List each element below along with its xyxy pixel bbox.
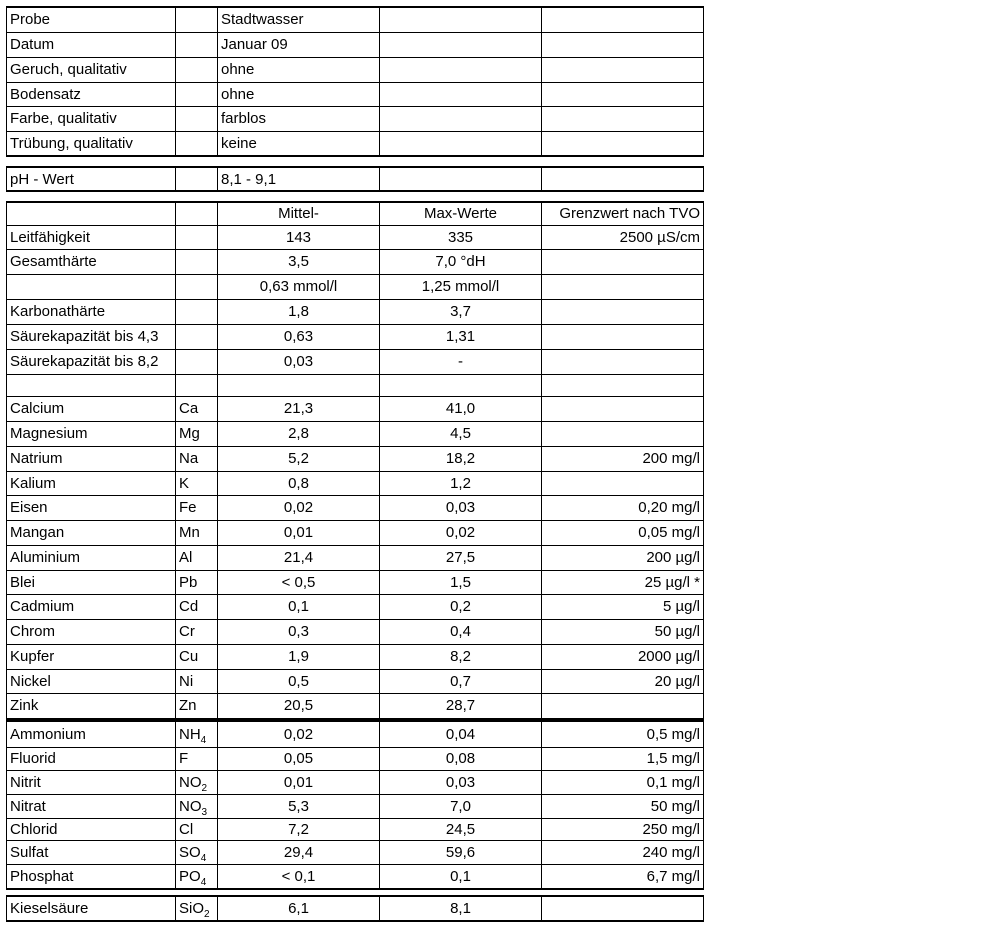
table-cell: 0,05 (218, 747, 380, 770)
table-cell (542, 167, 704, 191)
table-cell: 200 mg/l (542, 446, 704, 471)
table-cell: Trübung, qualitativ (7, 131, 176, 156)
table-row (7, 794, 704, 818)
table-cell: Chrom (7, 619, 176, 644)
table-cell (542, 324, 704, 349)
table-cell: K (176, 471, 218, 495)
table-cell (7, 274, 176, 299)
table-cell: 2,8 (218, 421, 380, 446)
table-cell: Cu (176, 644, 218, 669)
formula: PO (179, 867, 201, 885)
table-cell: Säurekapazität bis 8,2 (7, 349, 176, 374)
table-row (7, 202, 704, 225)
table-row (7, 374, 704, 396)
table-cell: $SO_4$ (176, 840, 218, 864)
table-cell: 8,1 (380, 896, 542, 921)
table-row (7, 299, 704, 324)
table-cell: Blei (7, 570, 176, 594)
table-cell: 0,8 (218, 471, 380, 495)
table-cell (380, 7, 542, 32)
table-row (7, 594, 704, 619)
table-cell: Probe (7, 7, 176, 32)
table-cell: 0,5 (218, 669, 380, 693)
table-cell: 1,9 (218, 644, 380, 669)
table-cell (176, 167, 218, 191)
table-cell (542, 471, 704, 495)
table-cell: 6,1 (218, 896, 380, 921)
table-cell: 28,7 (380, 693, 542, 719)
table-cell: 0,63 (218, 324, 380, 349)
table-cell: Ni (176, 669, 218, 693)
table-cell: 143 (218, 225, 380, 249)
table-cell: 0,03 (218, 349, 380, 374)
table-cell: $NH_4$ (176, 721, 218, 747)
table-cell: 0,02 (218, 495, 380, 520)
table-cell (7, 202, 176, 225)
table-cell: 5,2 (218, 446, 380, 471)
table-section (6, 6, 704, 157)
table-cell: F (176, 747, 218, 770)
table-cell (7, 374, 176, 396)
table-row (7, 225, 704, 249)
table-row (7, 864, 704, 889)
table-cell (542, 896, 704, 921)
table-cell: 1,5 (380, 570, 542, 594)
table-cell: Cd (176, 594, 218, 619)
table-cell: Sulfat (7, 840, 176, 864)
table-cell (176, 106, 218, 131)
table-cell (542, 57, 704, 82)
table-cell (380, 82, 542, 106)
table-cell: 8,1 - 9,1 (218, 167, 380, 191)
table-row (7, 32, 704, 57)
table-cell: Mittel- (218, 202, 380, 225)
table-cell: 21,3 (218, 396, 380, 421)
table-cell: Farbe, qualitativ (7, 106, 176, 131)
formula: NO (179, 797, 202, 815)
table-cell (176, 249, 218, 274)
table-cell: $PO_4$ (176, 864, 218, 889)
table-cell: 0,05 mg/l (542, 520, 704, 545)
table-row (7, 840, 704, 864)
table-cell (176, 274, 218, 299)
table-cell (542, 32, 704, 57)
table-cell: keine (218, 131, 380, 156)
table-cell: 1,8 (218, 299, 380, 324)
table-cell: 0,01 (218, 520, 380, 545)
table-row (7, 7, 704, 32)
table-cell: Nitrat (7, 794, 176, 818)
table-cell: 59,6 (380, 840, 542, 864)
table-cell: 0,2 (380, 594, 542, 619)
table-cell: 27,5 (380, 545, 542, 570)
table-cell (176, 299, 218, 324)
table-cell: farblos (218, 106, 380, 131)
table-cell: 200 µg/l (542, 545, 704, 570)
table-cell: Mg (176, 421, 218, 446)
table-cell: Phosphat (7, 864, 176, 889)
table-cell (380, 374, 542, 396)
table-cell: 18,2 (380, 446, 542, 471)
table-cell: Bodensatz (7, 82, 176, 106)
table-cell: Aluminium (7, 545, 176, 570)
table-row (7, 249, 704, 274)
table-cell: 7,0 °dH (380, 249, 542, 274)
table-section (6, 720, 704, 890)
table-cell: 0,5 mg/l (542, 721, 704, 747)
table-cell: 0,02 (218, 721, 380, 747)
table-cell (542, 421, 704, 446)
table-cell (380, 131, 542, 156)
table-cell: Natrium (7, 446, 176, 471)
table-cell (542, 396, 704, 421)
table-section (6, 201, 704, 720)
table-cell: 0,04 (380, 721, 542, 747)
table-row (7, 421, 704, 446)
table-cell: 50 mg/l (542, 794, 704, 818)
table-cell: 1,25 mmol/l (380, 274, 542, 299)
table-cell: Kalium (7, 471, 176, 495)
table-cell: ohne (218, 82, 380, 106)
table-cell: 1,2 (380, 471, 542, 495)
table-row (7, 570, 704, 594)
table-cell: 25 µg/l * (542, 570, 704, 594)
formula: NO (179, 773, 202, 791)
table-cell: 29,4 (218, 840, 380, 864)
table-cell (176, 57, 218, 82)
table-cell: Zn (176, 693, 218, 719)
table-row (7, 274, 704, 299)
table-cell (542, 106, 704, 131)
table-cell: Januar 09 (218, 32, 380, 57)
table-row (7, 106, 704, 131)
table-cell: 8,2 (380, 644, 542, 669)
table-cell: 20 µg/l (542, 669, 704, 693)
table-row (7, 770, 704, 794)
table-row (7, 471, 704, 495)
table-cell (176, 131, 218, 156)
table-cell: 0,63 mmol/l (218, 274, 380, 299)
table-cell: 0,02 (380, 520, 542, 545)
table-cell: 21,4 (218, 545, 380, 570)
table-cell: Pb (176, 570, 218, 594)
table-cell: Datum (7, 32, 176, 57)
table-cell: Eisen (7, 495, 176, 520)
table-cell (176, 82, 218, 106)
table-cell: Grenzwert nach TVO (542, 202, 704, 225)
table-cell: Stadtwasser (218, 7, 380, 32)
table-cell (542, 349, 704, 374)
table-cell: 7,0 (380, 794, 542, 818)
table-section (6, 166, 704, 192)
table-row (7, 324, 704, 349)
table-cell: 0,08 (380, 747, 542, 770)
formula: SO (179, 843, 201, 861)
table-row (7, 545, 704, 570)
table-cell: 250 mg/l (542, 818, 704, 840)
table-cell: Gesamthärte (7, 249, 176, 274)
table-cell: 20,5 (218, 693, 380, 719)
table-cell: Cl (176, 818, 218, 840)
table-cell: 24,5 (380, 818, 542, 840)
table-row (7, 349, 704, 374)
table-cell: Zink (7, 693, 176, 719)
table-cell: Kupfer (7, 644, 176, 669)
table-cell (380, 167, 542, 191)
table-cell: 0,01 (218, 770, 380, 794)
table-cell: 0,4 (380, 619, 542, 644)
table-cell (176, 7, 218, 32)
table-cell: 0,1 (380, 864, 542, 889)
table-row (7, 721, 704, 747)
table-row (7, 896, 704, 921)
table-cell: Säurekapazität bis 4,3 (7, 324, 176, 349)
table-cell: Calcium (7, 396, 176, 421)
table-cell (542, 693, 704, 719)
table-row (7, 131, 704, 156)
table-row (7, 82, 704, 106)
table-cell: 0,03 (380, 770, 542, 794)
table-cell: Al (176, 545, 218, 570)
table-cell: 0,7 (380, 669, 542, 693)
table-cell: 7,2 (218, 818, 380, 840)
table-cell: Geruch, qualitativ (7, 57, 176, 82)
table-cell: 6,7 mg/l (542, 864, 704, 889)
table-cell: Mangan (7, 520, 176, 545)
table-cell: 0,1 mg/l (542, 770, 704, 794)
table-cell: $NO_3$ (176, 794, 218, 818)
table-row (7, 396, 704, 421)
table-row (7, 644, 704, 669)
table-cell (176, 349, 218, 374)
table-cell: Nitrit (7, 770, 176, 794)
table-cell (542, 131, 704, 156)
table-section (6, 895, 704, 922)
table-cell: Ammonium (7, 721, 176, 747)
table-cell: 0,20 mg/l (542, 495, 704, 520)
table-cell: 0,03 (380, 495, 542, 520)
table-row (7, 818, 704, 840)
table-cell: 240 mg/l (542, 840, 704, 864)
table-cell (542, 249, 704, 274)
table-cell: pH - Wert (7, 167, 176, 191)
table-cell: SiO$_2$ (176, 896, 218, 921)
table-cell: Nickel (7, 669, 176, 693)
table-cell: 41,0 (380, 396, 542, 421)
table-cell: Fe (176, 495, 218, 520)
table-cell: Fluorid (7, 747, 176, 770)
formula: NH (179, 725, 201, 743)
table-cell: Na (176, 446, 218, 471)
formula: SiO (179, 900, 205, 917)
table-cell (542, 7, 704, 32)
table-cell: $NO_2$ (176, 770, 218, 794)
table-cell (542, 374, 704, 396)
table-cell: < 0,1 (218, 864, 380, 889)
table-cell: 335 (380, 225, 542, 249)
table-cell: Ca (176, 396, 218, 421)
table-cell: Mn (176, 520, 218, 545)
table-cell (542, 299, 704, 324)
table-cell: Karbonathärte (7, 299, 176, 324)
table-cell (176, 32, 218, 57)
table-row (7, 693, 704, 719)
table-cell (176, 202, 218, 225)
table-cell: 3,5 (218, 249, 380, 274)
table-cell (176, 225, 218, 249)
table-cell (176, 324, 218, 349)
table-row (7, 57, 704, 82)
table-cell: Leitfähigkeit (7, 225, 176, 249)
table-row (7, 167, 704, 191)
table-cell: - (380, 349, 542, 374)
table-cell: 2500 µS/cm (542, 225, 704, 249)
table-cell: ohne (218, 57, 380, 82)
table-cell: 4,5 (380, 421, 542, 446)
table-cell: 50 µg/l (542, 619, 704, 644)
table-cell: Max-Werte (380, 202, 542, 225)
table-cell: 3,7 (380, 299, 542, 324)
table-row (7, 619, 704, 644)
table-row (7, 747, 704, 770)
table-cell: 5,3 (218, 794, 380, 818)
table-row (7, 495, 704, 520)
table-cell: < 0,5 (218, 570, 380, 594)
table-cell (218, 374, 380, 396)
table-cell: 1,31 (380, 324, 542, 349)
table-cell (380, 106, 542, 131)
table-cell: Kieselsäure (7, 896, 176, 921)
table-row (7, 669, 704, 693)
table-cell: 5 µg/l (542, 594, 704, 619)
table-cell: Chlorid (7, 818, 176, 840)
table-cell (176, 374, 218, 396)
table-cell (380, 57, 542, 82)
table-row (7, 520, 704, 545)
table-cell: 1,5 mg/l (542, 747, 704, 770)
table-cell: 2000 µg/l (542, 644, 704, 669)
table-cell (542, 82, 704, 106)
table-row (7, 446, 704, 471)
table-cell: 0,3 (218, 619, 380, 644)
table-cell: Magnesium (7, 421, 176, 446)
table-cell (380, 32, 542, 57)
table-cell: Cadmium (7, 594, 176, 619)
table-cell (542, 274, 704, 299)
table-cell: Cr (176, 619, 218, 644)
table-cell: 0,1 (218, 594, 380, 619)
